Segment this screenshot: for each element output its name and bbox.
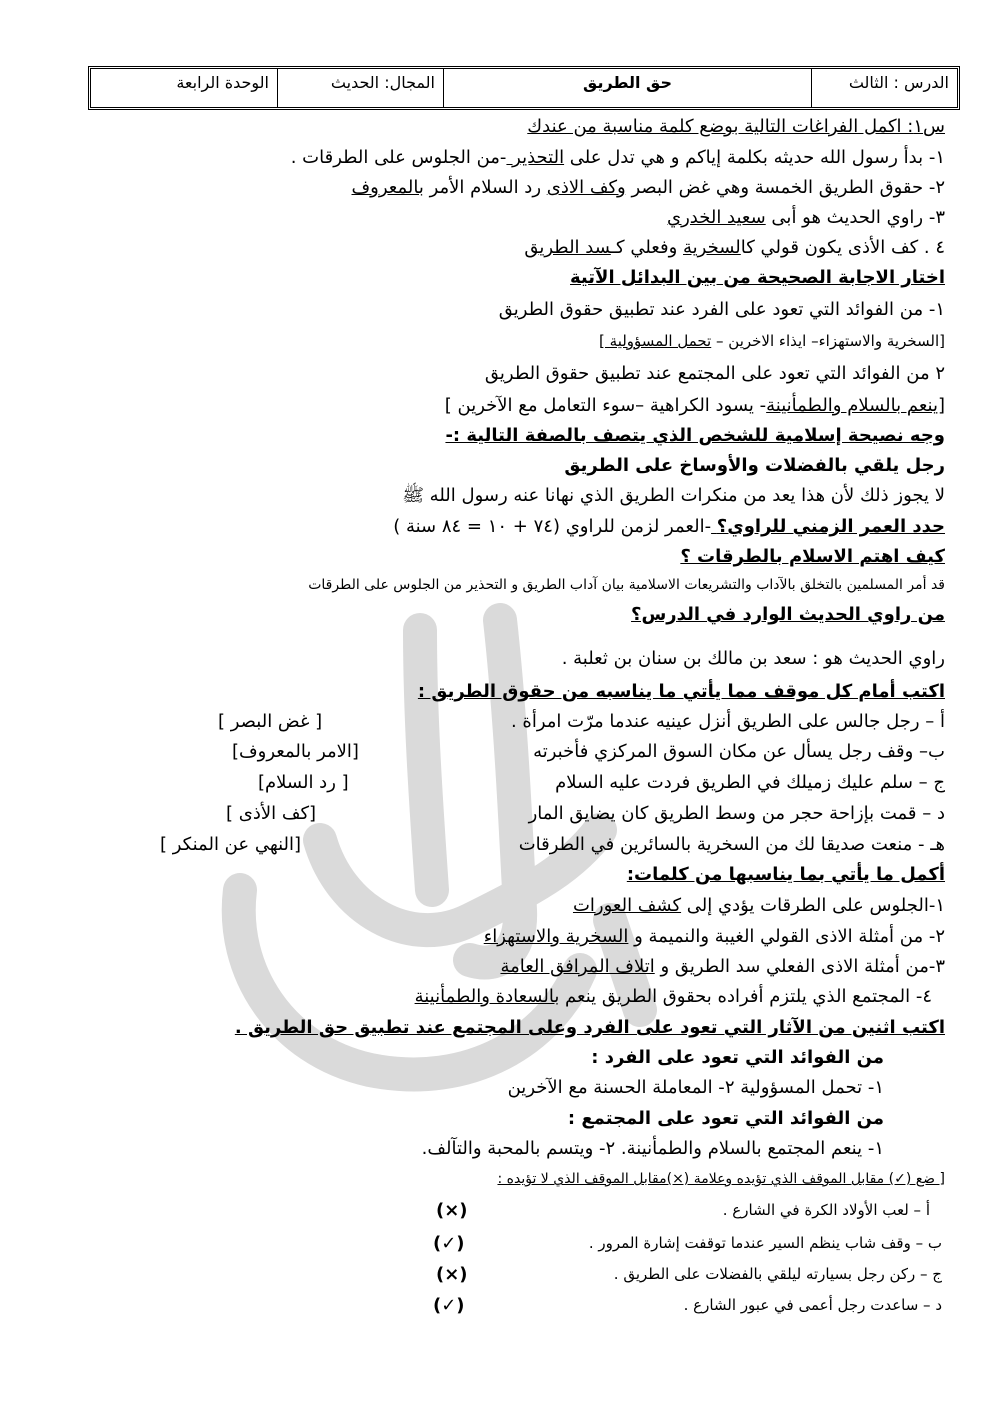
q1-line-4: ٤ . كف الأذى يكون قولي كالسخرية وفعلي كـسد الطريق <box>524 237 945 258</box>
effects-society-items: ١- ينعم المجتمع بالسلام والطمأنينة. ٢- ويتسم بالمحبة والتآلف. <box>421 1138 884 1159</box>
mark-item: ب – وقف شاب ينظم السير عندما توقفت إشارة المرور . <box>588 1234 942 1252</box>
mark-answer: (✓) <box>433 1295 465 1316</box>
age-line: حدد العمر الزمني للراوي؟​ -العمر لزمن للراوي (٧٤ + ١٠ = ٨٤ سنة ) <box>393 516 945 537</box>
header-table <box>88 66 960 110</box>
narrator-answer: راوي الحديث هو : سعد بن مالك بن سنان بن ثعلبة . <box>561 648 945 669</box>
lesson-title: حق الطريق <box>443 69 811 107</box>
mark-answer: (×) <box>436 1200 468 1221</box>
effects-individual-items: ١- تحمل المسؤولية ٢- المعاملة الحسنة مع الآخرين <box>507 1077 884 1098</box>
mark-answer: (×) <box>436 1264 468 1285</box>
effects-individual-title: من الفوائد التي تعود على الفرد : <box>591 1047 884 1068</box>
choose-q1-options: [السخرية والاستهزاء– ايذاء الاخرين – تحمل المسؤولية ] <box>599 332 945 350</box>
advice-answer: لا يجوز ذلك لأن هذا يعد من منكرات الطريق الذي نهانا عنه رسول الله ﷺ <box>402 485 945 506</box>
complete-line-3: ٣-من أمثلة الاذى الفعلي سد الطريق و اتلاف المرافق العامة <box>500 956 945 977</box>
match-answer: [ رد السلام] <box>258 772 349 793</box>
effects-society-title: من الفوائد التي تعود على المجتمع : <box>567 1108 884 1129</box>
match-answer: [النهي عن المنكر ] <box>160 834 302 855</box>
q1-heading: س١: اكمل الفراغات التالية بوضع كلمة مناسبة من عندك <box>527 116 945 137</box>
care-question: كيف اهتم الاسلام بالطرقات ؟ <box>680 546 945 567</box>
choose-q1: ١- من الفوائد التي تعود على الفرد عند تطبيق حقوق الطريق <box>498 299 945 320</box>
advice-case: رجل يلقي بالفضلات والأوساخ على الطريق <box>564 455 945 476</box>
choose-q2: ٢ من الفوائد التي تعود على المجتمع عند تطبيق حقوق الطريق <box>484 363 945 384</box>
match-answer: [الامر بالمعروف] <box>232 741 359 762</box>
mark-item: د – ساعدت رجل أعمى في عبور الشارع . <box>683 1296 942 1314</box>
domain-cell: المجال: الحديث <box>277 69 443 107</box>
match-item: أ – رجل جالس على الطريق أنزل عينيه عندما مرّت امرأة . <box>510 711 945 732</box>
mark-item: ج – ركن رجل بسيارته ليلقي بالفضلات على الطريق . <box>613 1265 942 1283</box>
match-answer: [ غض البصر ] <box>218 711 323 732</box>
complete-heading: أكمل ما يأتي بما يناسبها من كلمات: <box>626 864 945 885</box>
match-item: ج – سلم عليك زميلك في الطريق فردت عليه السلام <box>555 772 945 793</box>
mark-heading: [ ضع (✓) مقابل الموقف الذي تؤيده وعلامة (×)مقابل الموقف الذي لا تؤيده : <box>497 1171 945 1187</box>
unit-cell: الوحدة الرابعة <box>176 73 269 92</box>
mark-item: أ – لعب الأولاد الكرة في الشارع . <box>722 1201 930 1219</box>
match-item: هـ - منعت صديقا لك من السخرية بالسائرين في الطرقات <box>518 834 945 855</box>
choose-heading: اختار الاجابة الصحيحة من بين البدائل الآتية <box>570 267 945 288</box>
care-answer: قد أمر المسلمين بالتخلق بالآداب والتشريعات الاسلامية بيان آداب الطريق و التحذير من الجلوس على الطرقات <box>308 577 945 593</box>
advice-heading: وجه نصيحة إسلامية للشخص الذي يتصف بالصفة التالية :- <box>445 425 945 446</box>
complete-line-4: ٤- المجتمع الذي يلتزم أفراده بحقوق الطريق ينعم بالسعادة والطمأنينة <box>414 986 932 1007</box>
complete-line-2: ٢- من أمثلة الاذى القولي الغيبة والنميمة و السخرية والاستهزاء <box>483 926 945 947</box>
q1-line-3: ٣- راوي الحديث هو أبى سعيد الخدري <box>667 207 945 228</box>
mark-answer: (✓) <box>433 1233 465 1254</box>
match-item: د – قمت بإزاحة حجر من وسط الطريق كان يضايق المار <box>528 803 945 824</box>
narrator-question: من راوي الحديث الوارد في الدرس؟ <box>631 604 945 625</box>
effects-heading: اكتب اثنين من الآثار التي تعود على الفرد وعلى المجتمع عند تطبيق حق الطريق . <box>234 1017 945 1038</box>
choose-q2-options: [ينعم بالسلام والطمأنينة- يسود الكراهية –سوء التعامل مع الآخرين ] <box>444 395 945 416</box>
match-heading: اكتب أمام كل موقف مما يأتي ما يناسبه من حقوق الطريق : <box>417 681 945 702</box>
match-item: ب– وقف رجل يسأل عن مكان السوق المركزي فأخبرته <box>533 741 945 762</box>
match-answer: [كف الأذى ] <box>226 803 317 824</box>
lesson-cell: الدرس : الثالث <box>811 69 957 107</box>
q1-line-1: ١- بدأ رسول الله حديثه بكلمة إياكم و هي تدل على التحذير -من الجلوس على الطرقات . <box>290 147 945 168</box>
complete-line-1: ١-الجلوس على الطرقات يؤدي إلى كشف العورات <box>572 895 945 916</box>
q1-line-2: ٢- حقوق الطريق الخمسة وهي غض البصر وكف الاذى رد السلام الأمر بالمعروف <box>351 177 945 198</box>
